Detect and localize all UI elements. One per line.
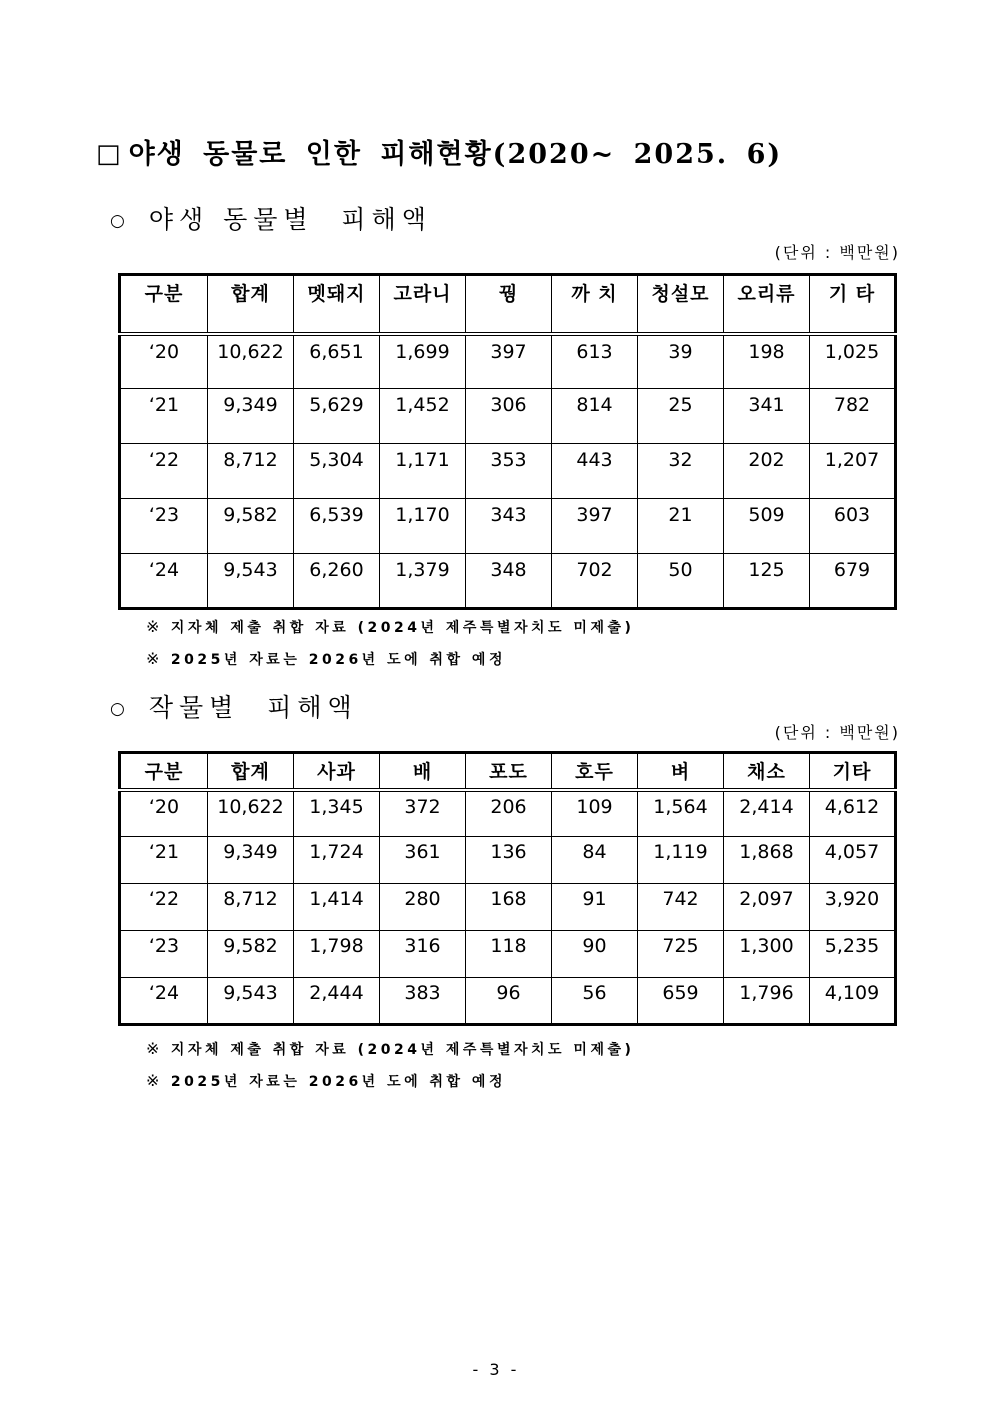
data-cell: 9,582 [208, 931, 294, 978]
data-cell: 348 [466, 554, 552, 609]
data-cell: 9,582 [208, 499, 294, 554]
data-cell: 50 [638, 554, 724, 609]
note-line [146, 1039, 634, 1059]
data-cell: 2,097 [724, 884, 810, 931]
row-header-year: ‘22 [120, 444, 208, 499]
reference-mark-icon: ※ [146, 1071, 163, 1090]
crop-damage-table [118, 751, 897, 1026]
column-header: 합계 [208, 753, 294, 790]
data-cell: 9,543 [208, 978, 294, 1025]
data-cell: 659 [638, 978, 724, 1025]
data-cell: 679 [810, 554, 896, 609]
reference-mark-icon: ※ [146, 1039, 163, 1058]
data-cell: 1,025 [810, 334, 896, 389]
reference-mark-icon: ※ [146, 617, 163, 636]
header-row [120, 275, 896, 334]
data-cell: 39 [638, 334, 724, 389]
column-header: 채소 [724, 753, 810, 790]
data-cell: 84 [552, 837, 638, 884]
data-cell: 6,260 [294, 554, 380, 609]
data-cell: 316 [380, 931, 466, 978]
data-cell: 1,452 [380, 389, 466, 444]
section-heading-animal-damage [110, 200, 432, 236]
column-header: 배 [380, 753, 466, 790]
data-cell: 280 [380, 884, 466, 931]
data-cell: 125 [724, 554, 810, 609]
data-cell: 10,622 [208, 334, 294, 389]
table-row [120, 790, 896, 837]
data-cell: 10,622 [208, 790, 294, 837]
table-row [120, 884, 896, 931]
data-cell: 5,304 [294, 444, 380, 499]
data-cell: 814 [552, 389, 638, 444]
data-cell: 1,170 [380, 499, 466, 554]
data-cell: 782 [810, 389, 896, 444]
data-cell: 613 [552, 334, 638, 389]
data-cell: 5,235 [810, 931, 896, 978]
data-cell: 1,119 [638, 837, 724, 884]
data-cell: 2,414 [724, 790, 810, 837]
note-line [146, 617, 634, 637]
table-notes [146, 617, 634, 669]
data-cell: 725 [638, 931, 724, 978]
column-header: 합계 [208, 275, 294, 334]
unit-label: (단위 : 백만원) [774, 243, 900, 262]
column-header: 사과 [294, 753, 380, 790]
header-row [120, 753, 896, 790]
column-header: 호두 [552, 753, 638, 790]
data-cell: 1,345 [294, 790, 380, 837]
data-cell: 8,712 [208, 884, 294, 931]
table-row [120, 499, 896, 554]
data-cell: 202 [724, 444, 810, 499]
data-cell: 1,414 [294, 884, 380, 931]
note-text: 2025년 자료는 2026년 도에 취합 예정 [170, 1074, 506, 1090]
column-header: 기타 [810, 753, 896, 790]
note-line [146, 1071, 634, 1091]
data-cell: 343 [466, 499, 552, 554]
data-cell: 443 [552, 444, 638, 499]
data-cell: 361 [380, 837, 466, 884]
row-header-year: ‘21 [120, 389, 208, 444]
data-cell: 383 [380, 978, 466, 1025]
page-number: - 3 - [472, 1360, 520, 1379]
data-cell: 1,796 [724, 978, 810, 1025]
data-cell: 1,699 [380, 334, 466, 389]
data-cell: 6,651 [294, 334, 380, 389]
data-cell: 91 [552, 884, 638, 931]
data-cell: 1,798 [294, 931, 380, 978]
data-cell: 1,171 [380, 444, 466, 499]
data-cell: 397 [552, 499, 638, 554]
row-header-year: ‘22 [120, 884, 208, 931]
row-header-year: ‘20 [120, 334, 208, 389]
reference-mark-icon: ※ [146, 649, 163, 668]
data-cell: 5,629 [294, 389, 380, 444]
document-title-text: 야생 동물로 인한 피해현황(2020~ 2025. 6) [128, 139, 783, 170]
row-header-year: ‘23 [120, 499, 208, 554]
data-cell: 109 [552, 790, 638, 837]
column-header: 구분 [120, 275, 208, 334]
data-cell: 21 [638, 499, 724, 554]
row-header-year: ‘24 [120, 554, 208, 609]
table-row [120, 931, 896, 978]
column-header: 까 치 [552, 275, 638, 334]
data-cell: 168 [466, 884, 552, 931]
data-cell: 4,612 [810, 790, 896, 837]
column-header: 포도 [466, 753, 552, 790]
data-cell: 4,057 [810, 837, 896, 884]
unit-label: (단위 : 백만원) [774, 723, 900, 742]
data-cell: 9,349 [208, 389, 294, 444]
row-header-year: ‘21 [120, 837, 208, 884]
data-cell: 206 [466, 790, 552, 837]
data-cell: 509 [724, 499, 810, 554]
note-text: 지자체 제출 취합 자료 (2024년 제주특별자치도 미제출) [170, 1042, 635, 1058]
data-cell: 9,349 [208, 837, 294, 884]
data-cell: 8,712 [208, 444, 294, 499]
table-row [120, 554, 896, 609]
data-cell: 1,868 [724, 837, 810, 884]
data-cell: 353 [466, 444, 552, 499]
data-cell: 198 [724, 334, 810, 389]
column-header: 벼 [638, 753, 724, 790]
data-cell: 1,724 [294, 837, 380, 884]
data-cell: 56 [552, 978, 638, 1025]
column-header: 청설모 [638, 275, 724, 334]
data-cell: 2,444 [294, 978, 380, 1025]
table-row [120, 978, 896, 1025]
column-header: 오리류 [724, 275, 810, 334]
circle-bullet-icon: ○ [110, 699, 125, 719]
data-cell: 372 [380, 790, 466, 837]
note-line [146, 649, 634, 669]
checkbox-bullet-icon: □ [96, 139, 123, 169]
column-header: 꿩 [466, 275, 552, 334]
note-text: 지자체 제출 취합 자료 (2024년 제주특별자치도 미제출) [170, 620, 635, 636]
data-cell: 118 [466, 931, 552, 978]
data-cell: 603 [810, 499, 896, 554]
column-header: 기 타 [810, 275, 896, 334]
data-cell: 341 [724, 389, 810, 444]
data-cell: 9,543 [208, 554, 294, 609]
row-header-year: ‘24 [120, 978, 208, 1025]
data-cell: 90 [552, 931, 638, 978]
row-header-year: ‘23 [120, 931, 208, 978]
data-cell: 1,564 [638, 790, 724, 837]
column-header: 멧돼지 [294, 275, 380, 334]
data-cell: 702 [552, 554, 638, 609]
section-title: 작물별 피해액 [148, 693, 358, 722]
row-header-year: ‘20 [120, 790, 208, 837]
data-cell: 306 [466, 389, 552, 444]
table-notes [146, 1039, 634, 1091]
document-title [96, 132, 782, 171]
data-cell: 4,109 [810, 978, 896, 1025]
data-cell: 6,539 [294, 499, 380, 554]
section-title: 야생 동물별 피해액 [148, 205, 432, 234]
data-cell: 32 [638, 444, 724, 499]
data-cell: 96 [466, 978, 552, 1025]
data-cell: 1,379 [380, 554, 466, 609]
data-cell: 1,300 [724, 931, 810, 978]
table-row [120, 444, 896, 499]
data-cell: 1,207 [810, 444, 896, 499]
column-header: 구분 [120, 753, 208, 790]
data-cell: 397 [466, 334, 552, 389]
table-row [120, 389, 896, 444]
data-cell: 3,920 [810, 884, 896, 931]
data-cell: 25 [638, 389, 724, 444]
data-cell: 742 [638, 884, 724, 931]
circle-bullet-icon: ○ [110, 211, 125, 231]
column-header: 고라니 [380, 275, 466, 334]
note-text: 2025년 자료는 2026년 도에 취합 예정 [170, 652, 506, 668]
section-heading-crop-damage [110, 688, 358, 724]
animal-damage-table [118, 273, 897, 610]
data-cell: 136 [466, 837, 552, 884]
table-row [120, 837, 896, 884]
table-row [120, 334, 896, 389]
